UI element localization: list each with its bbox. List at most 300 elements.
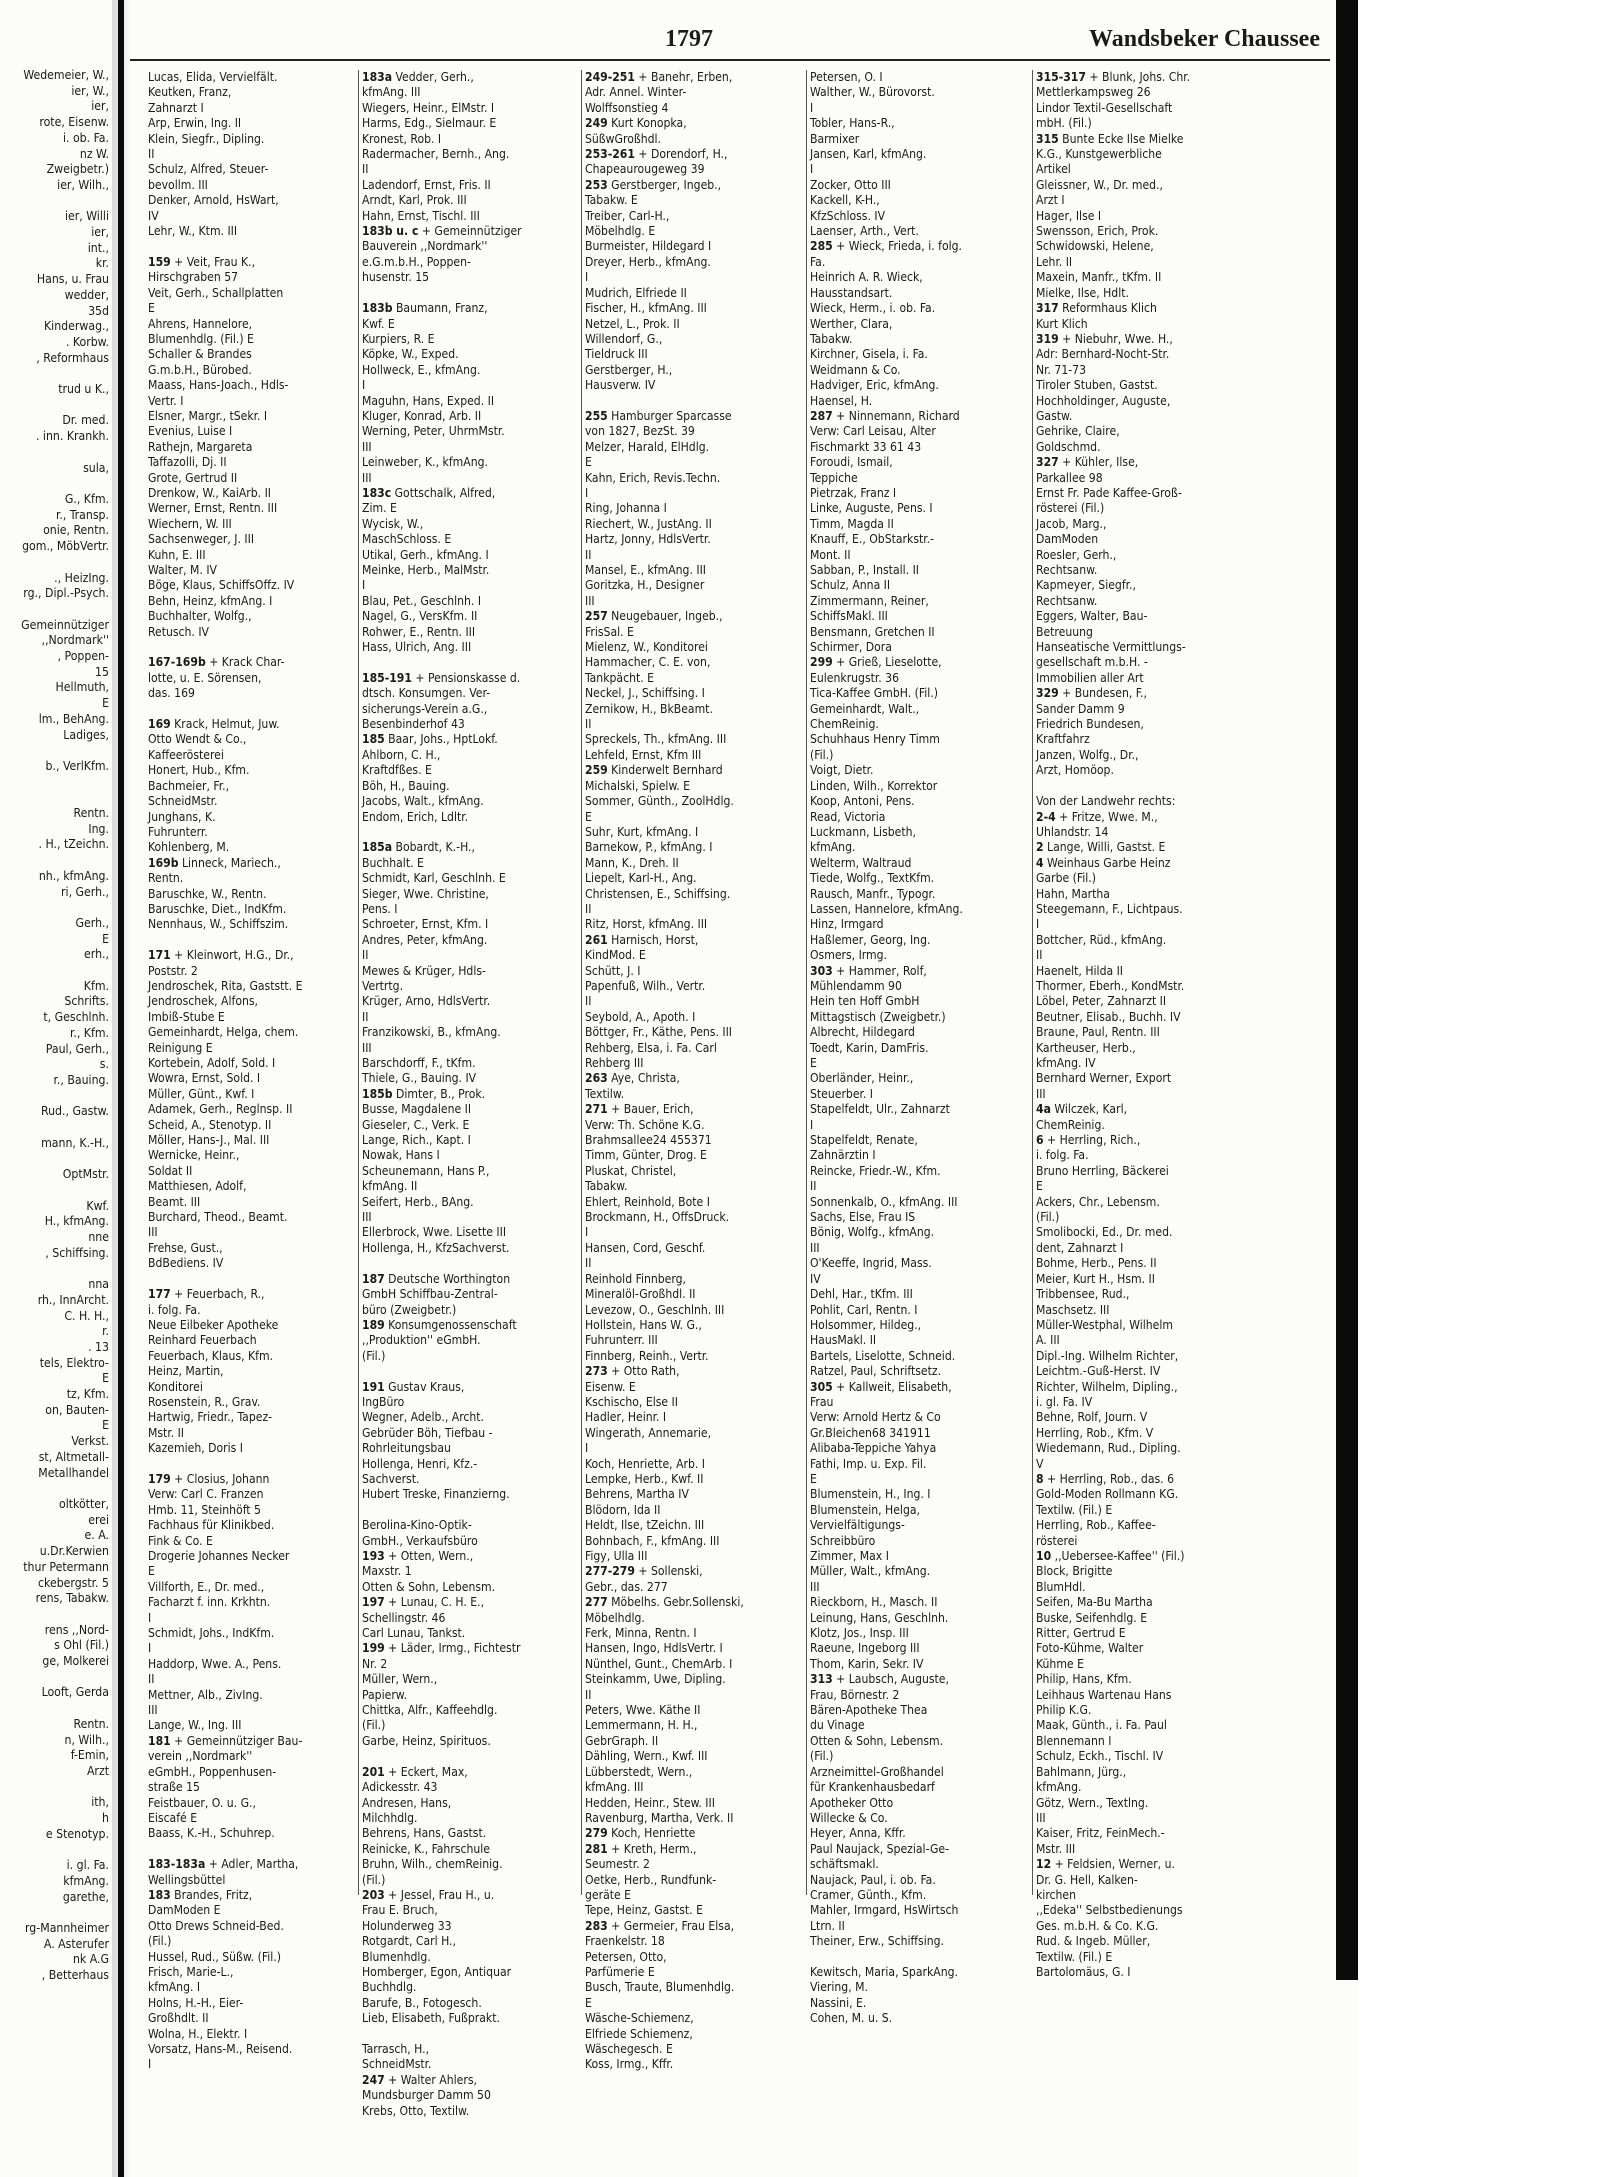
directory-entry-line: I [810,100,814,115]
fragment-line: wedder, [64,287,109,302]
directory-entry-line: Veit, Gerh., Schallplatten [148,285,284,300]
fragment-line [0,194,112,210]
directory-entry-line: 185 Baar, Johs., HptLokf. [362,732,498,747]
fragment-line: i. ob. Fa. [62,130,109,145]
fragment-line [0,1780,112,1796]
fragment-line: garethe, [62,1889,109,1904]
directory-entry-line: 169b Linneck, Mariech., [148,855,281,870]
directory-entry-line: Grote, Gertrud II [148,470,238,485]
directory-entry-line: Rehberg III [585,1056,644,1070]
directory-entry-line: Wäsche-Schiemenz, [585,2011,694,2026]
directory-entry-line: Seifert, Herb., BAng. [362,1194,474,1209]
directory-entry-line: Ges. m.b.H. & Co. K.G. [1036,1918,1159,1933]
directory-entry-line: Papierw. [362,1687,408,1702]
directory-column-1 [148,70,358,2072]
directory-entry-line: Kazemieh, Doris I [148,1441,243,1456]
directory-entry-line: ,,Produktion'' eGmbH. [362,1333,481,1348]
directory-entry-line: Elfriede Schiemenz, [585,2026,693,2041]
fragment-line: 35d [88,303,109,318]
directory-entry-line: Hammacher, C. E. von, [585,655,711,670]
directory-entry-line: III [148,1225,158,1240]
directory-entry-line: Wernicke, Heinr., [148,1148,240,1163]
directory-column-4 [810,70,1030,2026]
directory-entry-line: Mielke, Ilse, Hdlt. [1036,285,1129,300]
directory-entry-line: Richter, Wilhelm, Dipling., [1036,1379,1178,1394]
directory-entry-line: Fraenkelstr. 18 [585,1934,665,1949]
directory-entry-line: Tabakw. [810,331,853,346]
directory-entry-line: Oberländer, Heinr., [810,1071,914,1086]
fragment-line: e Stenotyp. [45,1826,109,1841]
directory-entry-line: Thiele, G., Bauing. IV [362,1071,477,1086]
directory-entry-line: Tabakw. [585,1179,628,1194]
directory-entry-line: Haddorp, Wwe. A., Pens. [148,1656,282,1671]
column-divider [581,70,582,1895]
directory-entry-line: Schroeter, Ernst, Kfm. I [362,917,489,932]
directory-entry-line: Mont. II [810,547,851,562]
fragment-line: i. gl. Fa. [66,1858,109,1873]
fragment-line [0,1842,112,1858]
directory-entry-line: Heinrich A. R. Wieck, [810,270,923,285]
directory-entry-line: Ritz, Horst, kfmAng. III [585,917,708,932]
directory-entry-line: Mansel, E., kfmAng. III [585,563,706,577]
fragment-line: Metallhandel [38,1465,109,1480]
directory-entry-line: Dreyer, Herb., kfmAng. [585,254,711,269]
directory-entry-line: Mundsburger Damm 50 [362,2088,491,2103]
directory-entry-line: 255 Hamburger Sparcasse [585,408,732,423]
directory-entry-line: Linden, Wilh., Korrektor [810,778,938,793]
directory-entry-line: Böttger, Fr., Käthe, Pens. III [585,1025,733,1040]
directory-entry-line: Melzer, Harald, ElHdlg. [585,439,710,454]
directory-entry-line: Oetke, Herb., Rundfunk- [585,1872,717,1887]
directory-entry-line: Soldat II [148,1163,193,1178]
column-divider [1032,70,1033,1895]
fragment-line [0,366,112,382]
directory-entry-line [362,655,580,670]
directory-entry-line: Zahnärztin I [810,1148,876,1163]
directory-entry-line: Ring, Johanna I [585,501,667,516]
directory-entry-line: Maass, Hans-Joach., Hdls- [148,378,289,393]
directory-entry-line: V [1036,1456,1044,1471]
directory-entry-line: Kurt Klich [1036,316,1088,331]
directory-entry-line: E [810,1471,817,1486]
directory-entry-line: Kapmeyer, Siegfr., [1036,578,1136,593]
directory-entry-line: II [148,147,155,162]
directory-entry-line: Block, Brigitte [1036,1564,1113,1579]
directory-entry-line: Jansen, Karl, kfmAng. [810,147,927,162]
directory-entry-line: Schaller & Brandes [148,347,252,362]
fragment-line [0,790,112,806]
directory-entry-line: Koop, Antoni, Pens. [810,794,915,809]
directory-entry-line: Reinicke, K., Fahrschule [362,1841,490,1856]
directory-entry-line: 253 Gerstberger, Ingeb., [585,177,722,192]
directory-entry-line: Seifen, Ma-Bu Martha [1036,1595,1153,1610]
directory-entry-line: Köpke, W., Exped. [362,347,459,362]
directory-entry-line [148,640,358,655]
directory-entry-line: eGmbH., Poppenhusen- [148,1764,277,1779]
fragment-line: r., Transp. [55,507,109,522]
directory-entry-line: Vertrtg. [362,978,404,993]
directory-entry-line: i. gl. Fa. IV [1036,1394,1093,1409]
directory-entry-line: Gemeinhardt, Helga, chem. [148,1025,299,1040]
directory-entry-line: Haenelt, Hilda II [1036,963,1124,978]
directory-entry-line: Jacob, Marg., [1036,516,1107,531]
directory-entry-line: Tribbensee, Rud., [1036,1287,1130,1302]
directory-entry-line: Sabban, P., Install. II [810,563,919,577]
directory-entry-line: Reinhold Finnberg, [585,1271,686,1286]
directory-entry-line: 261 Harnisch, Horst, [585,932,699,947]
directory-entry-line: 287 + Ninnemann, Richard [810,408,960,423]
directory-entry-line: Sommer, Günth., ZoolHdlg. [585,794,734,809]
directory-entry-line: Pens. I [362,901,398,916]
directory-entry-line: kfmAng. II [362,1179,418,1194]
directory-entry-line: Drogerie Johannes Necker [148,1549,290,1563]
directory-entry-line: Bottcher, Rüd., kfmAng. [1036,932,1167,947]
directory-entry-line: Verw: Arnold Hertz & Co [810,1410,941,1425]
fragment-line: h [102,1811,109,1826]
directory-entry-line: 249 Kurt Konopka, [585,116,687,131]
directory-entry-line: II [585,994,592,1009]
directory-entry-line: Albrecht, Hildegard [810,1025,915,1040]
directory-entry-line: Teppiche [810,470,858,485]
directory-entry-line: Michalski, Spielw. E [585,778,691,793]
directory-entry-line: III [585,593,595,608]
directory-entry-line: 181 + Gemeinnütziger Bau- [148,1733,303,1748]
directory-entry-line: Lange, Rich., Kapt. I [362,1133,471,1148]
directory-entry-line: Krebs, Otto, Textilw. [362,2103,470,2118]
directory-entry-line: Hausstandsart. [810,285,893,300]
directory-entry-line: Haensel, H. [810,393,873,408]
directory-entry-line: Bauverein ,,Nordmark'' [362,239,488,254]
directory-entry-line: Haßlemer, Georg, Ing. [810,932,931,947]
directory-entry-line: kfmAng. [810,840,856,855]
directory-entry-line: 253-261 + Dorendorf, H., [585,147,728,162]
directory-entry-line: (Fil.) [1036,1210,1060,1225]
directory-entry-line: Retusch. IV [148,624,209,639]
directory-entry-line: Adr: Bernhard-Nocht-Str. [1036,347,1170,362]
directory-entry-line: Hartwig, Friedr., Tapez- [148,1410,273,1425]
directory-entry-line: Netzel, L., Prok. II [585,316,680,331]
directory-entry-line: Bohnbach, F., kfmAng. III [585,1533,720,1548]
fragment-line [0,555,112,571]
fragment-line: rens ,,Nord- [44,1622,109,1637]
directory-entry-line: Friedrich Bundesen, [1036,717,1144,732]
directory-entry-line: von 1827, BezSt. 39 [585,424,695,439]
directory-entry-line: Honert, Hub., Kfm. [148,763,250,778]
fragment-line: , Schiffsing. [45,1245,109,1260]
directory-entry-line: I [1036,917,1040,932]
fragment-line: ier, Wilh., [57,177,109,192]
directory-entry-line: Immobilien aller Art [1036,670,1144,685]
fragment-line [0,1607,112,1623]
directory-entry-line: Hahn, Martha [1036,886,1110,901]
directory-entry-line: 12 + Feldsien, Werner, u. [1036,1857,1175,1872]
directory-entry-line: Hollstein, Hans W. G., [585,1317,702,1332]
directory-entry-line: Parfümerie E [585,1964,655,1979]
directory-entry-line: Pluskat, Christel, [585,1163,677,1178]
directory-entry-line: 277 Möbelhs. Gebr.Sollenski, [585,1595,744,1610]
directory-entry-line: Vertr. I [148,393,184,408]
fragment-line: OptMstr. [62,1167,109,1182]
directory-entry-line: Busse, Magdalene II [362,1102,472,1117]
fragment-line: t, Geschlnh. [43,1010,109,1025]
fragment-line: . 13 [88,1339,109,1354]
directory-entry-line: Homberger, Egon, Antiquar [362,1964,512,1979]
directory-entry-line: Cramer, Günth., Kfm. [810,1887,927,1902]
directory-entry-line: Hansen, Ingo, HdlsVertr. I [585,1641,723,1656]
directory-entry-line: Schwidowski, Helene, [1036,239,1154,254]
directory-entry-line: Krüger, Arno, HdlsVertr. [362,994,491,1009]
directory-entry-line: Milchhdlg. [362,1810,418,1825]
directory-entry-line: Rausch, Manfr., Typogr. [810,886,936,901]
directory-entry-line: ChemReinig. [810,717,879,732]
directory-entry-line: straße 15 [148,1780,200,1795]
directory-entry-line: II [362,1009,369,1024]
directory-entry-line: Rechtsanw. [1036,593,1098,608]
fragment-line [0,743,112,759]
directory-entry-line: Ltrn. II [810,1918,845,1933]
directory-entry-line: Hanseatische Vermittlungs- [1036,640,1186,655]
directory-entry-line: Baruschke, W., Rentn. [148,886,267,901]
fragment-line: u.Dr.Kerwien [39,1544,109,1559]
directory-entry-line: Leinweber, K., kfmAng. [362,455,488,470]
directory-entry-line: BlumHdl. [1036,1579,1086,1594]
directory-entry-line: Fischmarkt 33 61 43 [810,439,922,454]
directory-entry-line: Wolffsonstieg 4 [585,100,669,115]
directory-entry-line: Chapeaurougeweg 39 [585,162,705,177]
directory-entry-line: schäftsmakl. [810,1857,879,1872]
directory-entry-line: Mstr. II [148,1425,185,1440]
directory-entry-line: Ferk, Minna, Rentn. I [585,1626,697,1641]
directory-entry-line: Foroudi, Ismail, [810,455,893,470]
directory-entry-line: Smolibocki, Ed., Dr. med. [1036,1225,1173,1240]
directory-entry-line: Hussel, Rud., Süßw. (Fil.) [148,1949,281,1964]
directory-entry-line: Feuerbach, Klaus, Kfm. [148,1348,274,1363]
directory-entry-line: Kuhn, E. III [148,547,206,562]
directory-entry-line: Gastw. [1036,408,1073,423]
directory-entry-line: Werning, Peter, UhrmMstr. [362,424,505,439]
directory-entry-line: Holunderweg 33 [362,1918,452,1933]
fragment-line [0,853,112,869]
directory-entry-line: Schellingstr. 46 [362,1610,446,1625]
directory-entry-line: verein ,,Nordmark'' [148,1749,253,1764]
directory-entry-line: SchneidMstr. [148,794,218,809]
directory-entry-line: GmbH Schiffbau-Zentral- [362,1287,498,1302]
directory-entry-line: 203 + Jessel, Frau H., u. [362,1887,495,1902]
directory-entry-line: Bären-Apotheke Thea [810,1703,928,1718]
fragment-line: ge, Molkerei [42,1654,109,1669]
directory-entry-line: Walter, M. IV [148,563,217,577]
fragment-line: on, Bauten- [45,1402,109,1417]
directory-entry-line: III [362,1210,372,1225]
fragment-line: Paul, Gerh., [45,1041,109,1056]
fragment-line: gom., MöbVertr. [22,539,109,554]
directory-entry-line: II [810,1179,817,1194]
directory-entry-line: Meier, Kurt H., Hsm. II [1036,1271,1155,1286]
directory-entry-line: Zimmer, Max I [810,1549,889,1563]
directory-entry-line [362,1364,580,1379]
directory-entry-line: III [1036,1086,1046,1101]
directory-entry-line: Keutken, Franz, [148,85,232,100]
directory-entry-line: kirchen [1036,1887,1077,1902]
fragment-line [0,1089,112,1105]
directory-entry-line: Kewitsch, Maria, SparkAng. [810,1964,958,1979]
directory-entry-line: Betreuung [1036,624,1093,639]
fragment-line [0,445,112,461]
directory-entry-line: Facharzt f. inn. Krkhtn. [148,1595,271,1610]
directory-entry-line: GebrGraph. II [585,1733,659,1748]
fragment-line: Rentn. [73,1716,109,1731]
directory-entry-line: Lindor Textil-Gesellschaft [1036,100,1173,115]
directory-entry-line: Möller, Hans-J., Mal. III [148,1133,270,1148]
fragment-line [0,1120,112,1136]
directory-entry-line: kfmAng. IV [1036,1056,1096,1070]
directory-entry-line: Rathejn, Margareta [148,439,253,454]
directory-entry-line: Eulenkrugstr. 36 [810,670,900,685]
directory-entry-line: Barmixer [810,131,860,146]
directory-entry-line: Behrens, Martha IV [585,1487,689,1502]
directory-entry-line: Sachs, Else, Frau IS [810,1210,916,1225]
directory-entry-line: Ahlborn, C. H., [362,747,441,762]
fragment-line: nh., kfmAng. [38,868,109,883]
fragment-line: Rud., Gastw. [41,1104,109,1119]
fragment-line [0,963,112,979]
directory-entry-line: Tieldruck III [585,347,648,362]
directory-entry-line: 179 + Closius, Johann [148,1471,270,1486]
directory-entry-line: 271 + Bauer, Erich, [585,1102,694,1117]
directory-entry-line: II [1036,948,1043,963]
fragment-line: rote, Eisenw. [39,115,109,130]
directory-entry-line: Figy, Ulla III [585,1549,648,1563]
fragment-line: oltkötter, [59,1496,109,1511]
directory-entry-line: Pohlit, Carl, Rentn. I [810,1302,918,1317]
directory-entry-line: Timm, Magda II [810,516,894,531]
directory-entry-line: Hollweck, E., kfmAng. [362,362,481,377]
fragment-line: ri, Gerh., [61,884,109,899]
column-divider [806,70,807,1895]
directory-entry-line: Hager, Ilse I [1036,208,1102,223]
directory-entry-line: Hadviger, Eric, kfmAng. [810,378,939,393]
fragment-line: Gemeinnütziger [21,617,109,632]
directory-entry-line: Roesler, Gerh., [1036,547,1117,562]
directory-entry-line: lotte, u. E. Sörensen, [148,670,262,685]
directory-entry-line: Holsommer, Hildeg., [810,1317,922,1332]
directory-entry-line: Ravenburg, Martha, Verk. II [585,1810,734,1825]
directory-entry-line: Werther, Clara, [810,316,893,331]
directory-entry-line: Tepe, Heinz, Gastst. E [585,1903,703,1918]
directory-entry-line: Rohrleitungsbau [362,1441,451,1456]
directory-entry-line: Swensson, Erich, Prok. [1036,224,1159,239]
directory-entry-line: sicherungs-Verein a.G., [362,701,488,716]
directory-entry-line: Ladendorf, Ernst, Fris. II [362,177,491,192]
directory-entry-line: Imbiß-Stube E [148,1009,225,1024]
fragment-line [0,476,112,492]
directory-entry-line: Treiber, Carl-H., [585,208,670,223]
directory-entry-line: SchiffsMakl. III [810,609,888,624]
directory-entry-line: Nr. 71-73 [1036,362,1087,377]
directory-entry-line: Riechert, W., JustAng. II [585,516,712,531]
directory-entry-line: Blennemann I [1036,1733,1112,1748]
directory-entry-line: GmbH., Verkaufsbüro [362,1533,478,1548]
directory-entry-line: Leihhaus Wartenau Hans [1036,1687,1172,1702]
directory-entry-line [362,825,580,840]
directory-entry-line: Dipl.-Ing. Wilhelm Richter, [1036,1348,1179,1363]
directory-entry-line: Hinz, Irmgard [810,917,884,932]
directory-entry-line: I [585,1225,589,1240]
fragment-line: mann, K.-H., [41,1135,109,1150]
directory-entry-line: (Fil.) [148,1934,172,1949]
directory-entry-line: Lucas, Elida, Vervielfält. [148,70,278,84]
directory-entry-line: I [148,2057,152,2072]
fragment-line [0,1183,112,1199]
directory-entry-line: III [362,470,372,485]
directory-entry-line: Busch, Traute, Blumenhdlg. [585,1980,735,1995]
fragment-line: rg., Dipl.-Psych. [23,586,109,601]
directory-entry-line: Schirmer, Dora [810,640,892,655]
directory-entry-line: Meinke, Herb., MalMstr. [362,563,490,577]
directory-entry-line: 247 + Walter Ahlers, [362,2072,477,2087]
directory-entry-line: Gemeinhardt, Walt., [810,701,920,716]
directory-entry-line: das. 169 [148,686,195,701]
directory-entry-line: Kwf. E [362,316,395,331]
directory-entry-line: Kraftdfßes. E [362,763,432,778]
directory-entry-line: Müller, Wern., [362,1672,438,1687]
fragment-line: Wedemeier, W., [23,68,109,82]
directory-entry-line: Sander Damm 9 [1036,701,1125,716]
directory-entry-line: Dähling, Wern., Kwf. III [585,1749,708,1764]
fragment-line [0,398,112,414]
directory-entry-line: KfzSchloss. IV [810,208,886,223]
directory-entry-line: III [362,1040,372,1055]
directory-entry-line: Baruschke, Diet., IndKfm. [148,901,287,916]
directory-entry-line: Wellingsbüttel [148,1872,226,1887]
directory-entry-line: Frehse, Gust., [148,1240,223,1255]
directory-entry-line: Andresen, Hans, [362,1795,452,1810]
directory-entry-line: IngBüro [362,1394,405,1409]
directory-entry-line: Behne, Rolf, Journ. V [1036,1410,1148,1425]
directory-entry-line: Fischer, H., kfmAng. III [585,301,707,316]
directory-entry-line: Scheid, A., Stenotyp. II [148,1117,272,1132]
directory-entry-line: Otto Drews Schneid-Bed. [148,1918,284,1933]
fragment-line [0,1481,112,1497]
fragment-line: Kinderwag., [43,319,109,334]
directory-entry-line: 263 Aye, Christa, [585,1071,680,1086]
directory-entry-line: Rechtsanw. [1036,563,1098,577]
fragment-line: erh., [84,947,109,962]
fragment-line: Schrifts. [64,994,109,1009]
directory-entry-line: Kraftfahrz [1036,732,1090,747]
directory-entry-line: Villforth, E., Dr. med., [148,1579,265,1594]
directory-entry-line: Bernhard Werner, Export [1036,1071,1172,1086]
fragment-line: Verkst. [71,1434,109,1449]
fragment-line: s Ohl (Fil.) [54,1638,109,1653]
directory-entry-line: 303 + Hammer, Rolf, [810,963,927,978]
directory-entry-line: Bartels, Liselotte, Schneid. [810,1348,956,1363]
fragment-line: erei [88,1512,109,1527]
column-divider [358,70,359,1895]
directory-entry-line: Evenius, Luise I [148,424,233,439]
directory-entry-line: A. III [1036,1333,1060,1348]
fragment-line: Rentn. [73,806,109,821]
directory-entry-line: Feistbauer, O. u. G., [148,1795,256,1810]
directory-entry-line: III [362,439,372,454]
fragment-line: 15 [95,664,109,679]
directory-entry-line: Otten & Sohn, Lebensm. [810,1733,944,1748]
directory-entry-line: I [810,162,814,177]
directory-entry-line: Bohme, Herb., Pens. II [1036,1256,1157,1271]
directory-entry-line: E [148,1564,155,1579]
fragment-line: E [102,1418,109,1433]
directory-entry-line: 257 Neugebauer, Ingeb., [585,609,723,624]
